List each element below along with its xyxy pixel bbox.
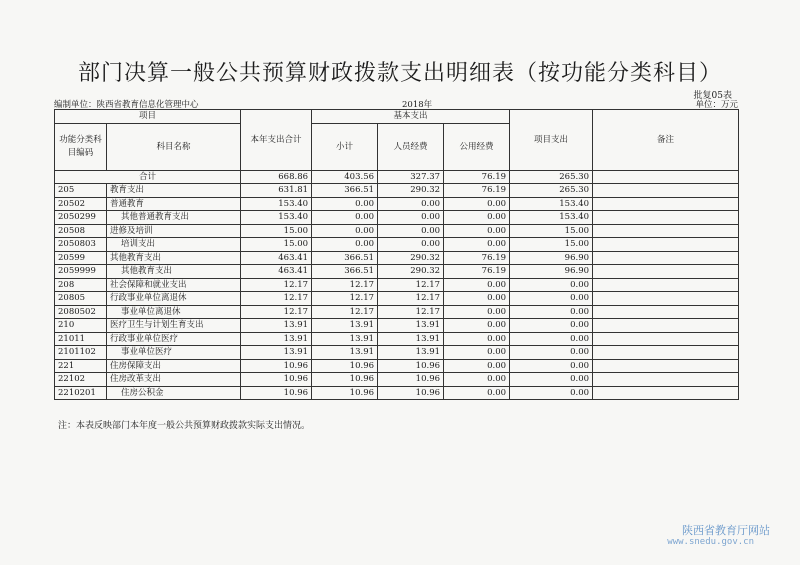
cell-subtotal: 10.96	[312, 386, 378, 400]
table-row	[55, 265, 739, 279]
header-subtotal: 小计	[312, 123, 378, 170]
cell-public: 76.19	[444, 251, 510, 265]
cell-total: 13.91	[241, 332, 312, 346]
cell-subtotal: 12.17	[312, 305, 378, 319]
cell-subject-name: 进修及培训	[107, 224, 241, 238]
cell-total: 10.96	[241, 359, 312, 373]
cell-project: 96.90	[510, 265, 593, 279]
cell-subtotal: 366.51	[312, 265, 378, 279]
cell-subtotal: 10.96	[312, 359, 378, 373]
total-personnel: 327.37	[378, 170, 444, 184]
cell-total: 153.40	[241, 211, 312, 225]
cell-remark	[593, 278, 739, 292]
cell-personnel: 12.17	[378, 292, 444, 306]
cell-total: 12.17	[241, 305, 312, 319]
cell-code: 2080502	[55, 305, 107, 319]
cell-subtotal: 12.17	[312, 292, 378, 306]
cell-personnel: 0.00	[378, 197, 444, 211]
cell-subject-name: 其他教育支出	[107, 265, 241, 279]
cell-project: 15.00	[510, 224, 593, 238]
header-total: 本年支出合计	[241, 110, 312, 171]
table-row	[55, 373, 739, 387]
cell-remark	[593, 265, 739, 279]
header-func-code: 功能分类科目编码	[55, 123, 107, 170]
cell-remark	[593, 346, 739, 360]
cell-remark	[593, 373, 739, 387]
cell-subtotal: 0.00	[312, 238, 378, 252]
header-public: 公用经费	[444, 123, 510, 170]
total-value: 668.86	[241, 170, 312, 184]
report-year: 2018年	[402, 100, 433, 110]
cell-code: 20508	[55, 224, 107, 238]
cell-total: 15.00	[241, 224, 312, 238]
cell-subject-name: 社会保障和就业支出	[107, 278, 241, 292]
total-label: 合计	[55, 170, 241, 184]
cell-project: 0.00	[510, 319, 593, 333]
table-row	[55, 332, 739, 346]
cell-total: 631.81	[241, 184, 312, 198]
cell-personnel: 12.17	[378, 305, 444, 319]
cell-code: 210	[55, 319, 107, 333]
table-row	[55, 224, 739, 238]
cell-public: 0.00	[444, 373, 510, 387]
cell-public: 0.00	[444, 211, 510, 225]
cell-total: 15.00	[241, 238, 312, 252]
table-row	[55, 197, 739, 211]
table-row	[55, 305, 739, 319]
total-row	[55, 170, 739, 184]
total-project: 265.30	[510, 170, 593, 184]
table-row	[55, 238, 739, 252]
table-row	[55, 184, 739, 198]
cell-project: 0.00	[510, 278, 593, 292]
cell-public: 0.00	[444, 319, 510, 333]
cell-public: 0.00	[444, 292, 510, 306]
cell-public: 0.00	[444, 386, 510, 400]
cell-personnel: 10.96	[378, 373, 444, 387]
cell-remark	[593, 359, 739, 373]
cell-subtotal: 10.96	[312, 373, 378, 387]
cell-public: 0.00	[444, 346, 510, 360]
cell-total: 10.96	[241, 386, 312, 400]
footnote: 注：本表反映部门本年度一般公共预算财政拨款实际支出情况。	[58, 421, 311, 431]
table-row	[55, 319, 739, 333]
cell-subtotal: 0.00	[312, 211, 378, 225]
cell-project: 96.90	[510, 251, 593, 265]
cell-total: 463.41	[241, 265, 312, 279]
cell-personnel: 0.00	[378, 238, 444, 252]
cell-project: 0.00	[510, 359, 593, 373]
cell-project: 0.00	[510, 373, 593, 387]
cell-subject-name: 教育支出	[107, 184, 241, 198]
cell-remark	[593, 319, 739, 333]
cell-project: 0.00	[510, 305, 593, 319]
cell-project: 0.00	[510, 292, 593, 306]
cell-total: 463.41	[241, 251, 312, 265]
total-remark	[593, 170, 739, 184]
cell-personnel: 290.32	[378, 251, 444, 265]
cell-project: 0.00	[510, 386, 593, 400]
site-watermark: 陕西省教育厅网站	[682, 524, 770, 537]
cell-project: 15.00	[510, 238, 593, 252]
cell-code: 221	[55, 359, 107, 373]
header-project: 项目支出	[510, 110, 593, 171]
cell-subject-name: 医疗卫生与计划生育支出	[107, 319, 241, 333]
cell-public: 0.00	[444, 238, 510, 252]
total-subtotal: 403.56	[312, 170, 378, 184]
cell-remark	[593, 238, 739, 252]
cell-public: 0.00	[444, 332, 510, 346]
cell-code: 2210201	[55, 386, 107, 400]
cell-subtotal: 366.51	[312, 251, 378, 265]
cell-total: 10.96	[241, 373, 312, 387]
cell-personnel: 13.91	[378, 319, 444, 333]
cell-total: 13.91	[241, 319, 312, 333]
cell-code: 22102	[55, 373, 107, 387]
cell-public: 0.00	[444, 224, 510, 238]
cell-remark	[593, 184, 739, 198]
cell-subject-name: 行政事业单位离退休	[107, 292, 241, 306]
cell-personnel: 0.00	[378, 211, 444, 225]
cell-project: 153.40	[510, 211, 593, 225]
cell-public: 76.19	[444, 265, 510, 279]
cell-code: 21011	[55, 332, 107, 346]
form-number: 批复05表	[693, 91, 732, 101]
cell-personnel: 0.00	[378, 224, 444, 238]
cell-subject-name: 住房保障支出	[107, 359, 241, 373]
cell-project: 0.00	[510, 332, 593, 346]
cell-code: 208	[55, 278, 107, 292]
cell-subject-name: 普通教育	[107, 197, 241, 211]
compiling-unit: 编制单位：陕西省教育信息化管理中心	[54, 100, 199, 110]
cell-total: 12.17	[241, 292, 312, 306]
cell-personnel: 10.96	[378, 386, 444, 400]
cell-code: 2050803	[55, 238, 107, 252]
page-title: 部门决算一般公共预算财政拨款支出明细表（按功能分类科目）	[77, 61, 722, 86]
cell-remark	[593, 251, 739, 265]
cell-personnel: 12.17	[378, 278, 444, 292]
cell-subtotal: 366.51	[312, 184, 378, 198]
cell-personnel: 290.32	[378, 265, 444, 279]
cell-subject-name: 其他普通教育支出	[107, 211, 241, 225]
cell-subtotal: 12.17	[312, 278, 378, 292]
cell-remark	[593, 332, 739, 346]
cell-remark	[593, 386, 739, 400]
cell-remark	[593, 197, 739, 211]
cell-subject-name: 事业单位离退休	[107, 305, 241, 319]
cell-code: 20502	[55, 197, 107, 211]
cell-code: 205	[55, 184, 107, 198]
cell-public: 0.00	[444, 359, 510, 373]
cell-subject-name: 住房改革支出	[107, 373, 241, 387]
cell-code: 20805	[55, 292, 107, 306]
cell-personnel: 10.96	[378, 359, 444, 373]
cell-subject-name: 培训支出	[107, 238, 241, 252]
cell-personnel: 290.32	[378, 184, 444, 198]
site-watermark-url: www.snedu.gov.cn	[667, 537, 754, 547]
currency-unit: 单位：万元	[695, 100, 738, 110]
cell-code: 2050299	[55, 211, 107, 225]
cell-subtotal: 13.91	[312, 319, 378, 333]
header-subject-name: 科目名称	[107, 123, 241, 170]
cell-remark	[593, 224, 739, 238]
cell-personnel: 13.91	[378, 332, 444, 346]
table-row	[55, 292, 739, 306]
cell-total: 13.91	[241, 346, 312, 360]
cell-public: 76.19	[444, 184, 510, 198]
table-row	[55, 386, 739, 400]
table-row	[55, 278, 739, 292]
table-row	[55, 346, 739, 360]
expenditure-table	[54, 109, 739, 400]
cell-public: 0.00	[444, 278, 510, 292]
cell-project: 153.40	[510, 197, 593, 211]
header-item: 项目	[55, 110, 241, 124]
cell-remark	[593, 305, 739, 319]
cell-remark	[593, 211, 739, 225]
cell-project: 265.30	[510, 184, 593, 198]
cell-personnel: 13.91	[378, 346, 444, 360]
cell-remark	[593, 292, 739, 306]
cell-subject-name: 事业单位医疗	[107, 346, 241, 360]
cell-subtotal: 0.00	[312, 197, 378, 211]
header-remark: 备注	[593, 110, 739, 171]
cell-project: 0.00	[510, 346, 593, 360]
table-row	[55, 211, 739, 225]
header-personnel: 人员经费	[378, 123, 444, 170]
cell-subtotal: 0.00	[312, 224, 378, 238]
cell-subtotal: 13.91	[312, 332, 378, 346]
cell-public: 0.00	[444, 305, 510, 319]
cell-code: 2101102	[55, 346, 107, 360]
cell-subject-name: 其他教育支出	[107, 251, 241, 265]
table-row	[55, 359, 739, 373]
cell-subject-name: 住房公积金	[107, 386, 241, 400]
cell-code: 2059999	[55, 265, 107, 279]
cell-subject-name: 行政事业单位医疗	[107, 332, 241, 346]
cell-code: 20599	[55, 251, 107, 265]
table-row	[55, 251, 739, 265]
cell-subtotal: 13.91	[312, 346, 378, 360]
total-public: 76.19	[444, 170, 510, 184]
header-basic: 基本支出	[312, 110, 510, 124]
cell-total: 153.40	[241, 197, 312, 211]
cell-public: 0.00	[444, 197, 510, 211]
cell-total: 12.17	[241, 278, 312, 292]
